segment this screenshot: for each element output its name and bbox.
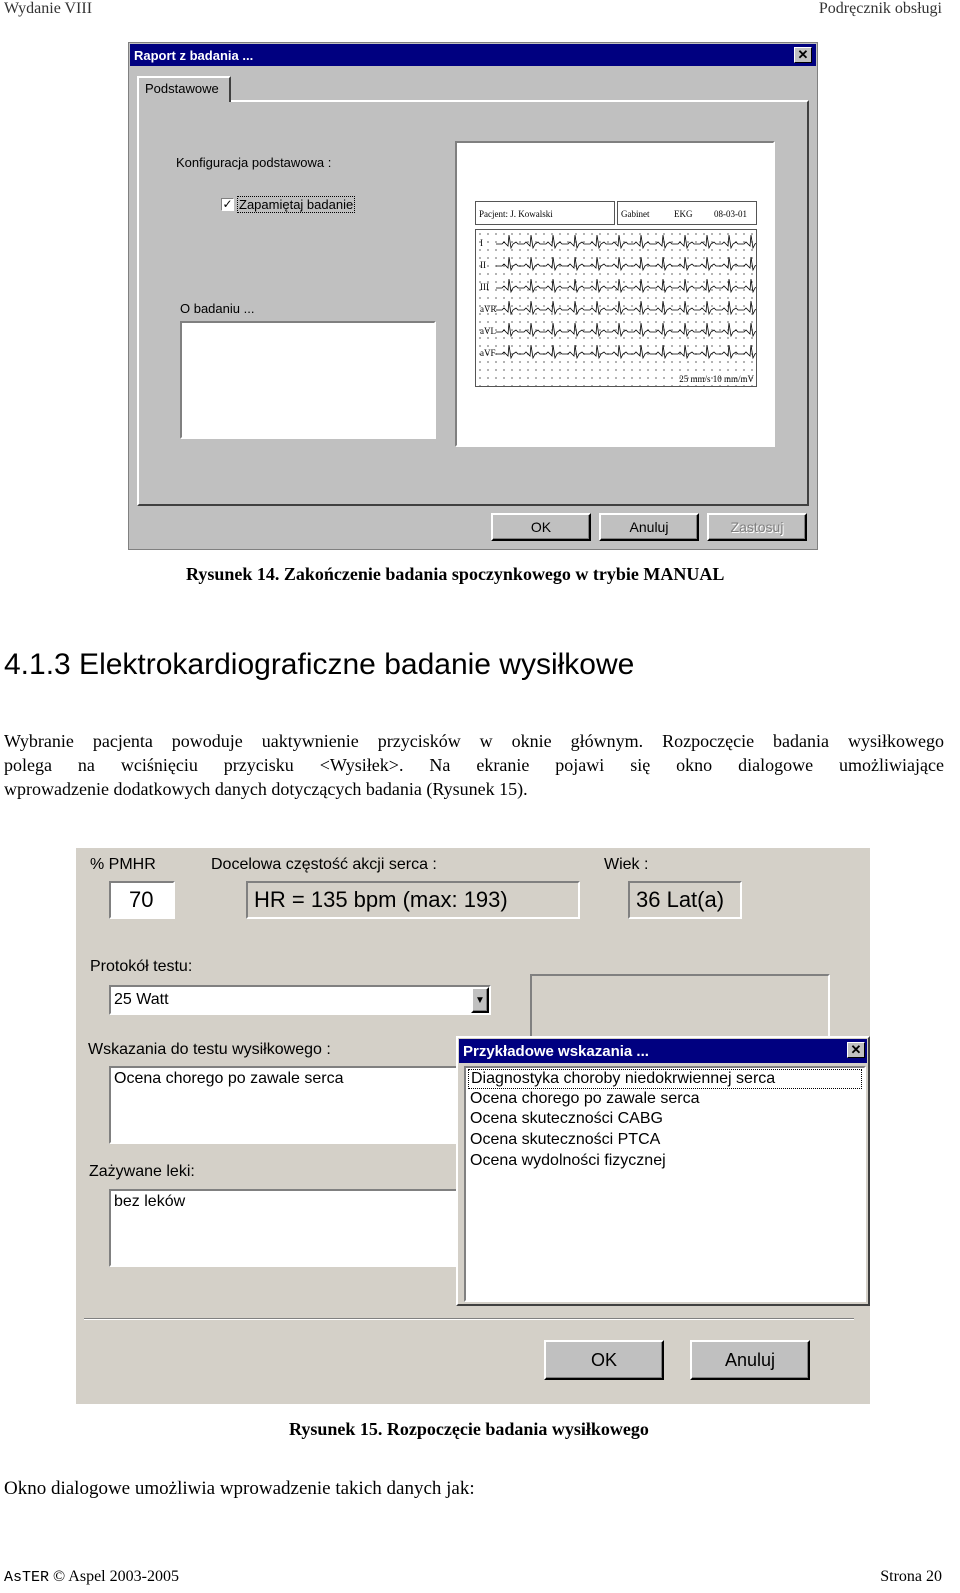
apply-button[interactable]: Zastosuj xyxy=(707,513,807,541)
ecg-scale: 25 mm/s 10 mm/mV xyxy=(679,374,754,384)
info-box xyxy=(530,974,830,1042)
figure14-caption: Rysunek 14. Zakończenie badania spoczynkowego w trybie MANUAL xyxy=(186,564,725,584)
popup-title: Przykładowe wskazania ... xyxy=(463,1042,649,1060)
config-label: Konfiguracja podstawowa : xyxy=(176,155,332,170)
target-hr-label: Docelowa częstość akcji serca : xyxy=(211,856,437,873)
preview-date: 08-03-01 xyxy=(714,209,747,219)
drugs-label: Zażywane leki: xyxy=(89,1163,195,1180)
popup-titlebar xyxy=(459,1039,867,1063)
section-title: 4.1.3 Elektrokardiograficzne badanie wysiłkowe xyxy=(4,648,635,681)
separator xyxy=(84,1318,854,1320)
paragraph-line: Wybranie pacjenta powoduje uaktywnienie przycisków w oknie głównym. Rozpoczęcie badania wysiłkowego xyxy=(4,731,944,751)
protocol-label: Protokół testu: xyxy=(90,958,193,975)
footer-copyright-text: © Aspel 2003-2005 xyxy=(53,1568,179,1585)
preview-info-box xyxy=(617,201,757,225)
tab-podstawowe[interactable] xyxy=(137,76,231,102)
paragraph-line: wprowadzenie dodatkowych danych dotyczących badania (Rysunek 15). xyxy=(4,779,528,799)
list-item[interactable]: Ocena chorego po zawale serca xyxy=(470,1090,700,1107)
pmhr-label: % PMHR xyxy=(90,856,156,873)
report-preview xyxy=(455,141,775,447)
close-icon[interactable]: ✕ xyxy=(847,1042,865,1058)
list-item[interactable]: Ocena skuteczności PTCA xyxy=(470,1131,661,1148)
ecg-trace xyxy=(496,323,756,336)
report-dialog-title: Raport z badania ... xyxy=(134,47,254,63)
indications-input[interactable]: Ocena chorego po zawale serca xyxy=(109,1066,469,1144)
ok-button[interactable]: OK xyxy=(544,1340,664,1380)
lead-label: aVR xyxy=(480,304,497,314)
drugs-input[interactable]: bez leków xyxy=(109,1189,469,1267)
ecg-trace xyxy=(496,257,756,270)
preview-room: Gabinet xyxy=(621,209,650,219)
protocol-select[interactable] xyxy=(109,985,491,1015)
remember-checkbox[interactable]: ✓ xyxy=(222,197,233,211)
list-item[interactable]: Ocena skuteczności CABG xyxy=(470,1110,663,1127)
preview-patient: Pacjent: J. Kowalski xyxy=(479,209,553,219)
about-label: O badaniu ... xyxy=(180,301,255,316)
ecg-trace xyxy=(496,235,756,248)
preview-patient-box xyxy=(475,201,615,225)
pmhr-input[interactable]: 70 xyxy=(109,881,175,919)
protocol-value: 25 Watt xyxy=(114,991,169,1008)
chevron-down-icon[interactable]: ▼ xyxy=(471,987,489,1013)
ok-button[interactable]: OK xyxy=(491,513,591,541)
closing-text: Okno dialogowe umożliwia wprowadzenie takich danych jak: xyxy=(4,1478,475,1499)
figure15-caption: Rysunek 15. Rozpoczęcie badania wysiłkowego xyxy=(289,1419,649,1439)
indications-popup xyxy=(456,1036,870,1306)
lead-label: II xyxy=(480,260,486,270)
lead-label: III xyxy=(480,282,489,292)
list-item[interactable]: Ocena wydolności fizycznej xyxy=(470,1152,666,1169)
header-edition: Wydanie VIII xyxy=(4,0,93,17)
footer-page-number: Strona 20 xyxy=(880,1568,942,1585)
cancel-button[interactable]: Anuluj xyxy=(690,1340,810,1380)
footer-brand: AsTER xyxy=(4,1569,50,1586)
indications-label: Wskazania do testu wysiłkowego : xyxy=(88,1041,331,1058)
lead-label: I xyxy=(480,238,483,248)
ecg-trace xyxy=(496,345,756,358)
report-dialog xyxy=(128,42,818,550)
indications-listbox[interactable] xyxy=(464,1066,866,1302)
age-field: 36 Lat(a) xyxy=(628,881,742,919)
ecg-trace xyxy=(496,279,756,292)
header-manual-title: Podręcznik obsługi xyxy=(818,0,942,17)
report-dialog-titlebar xyxy=(130,44,816,66)
ecg-trace xyxy=(496,301,756,314)
target-hr-field: HR = 135 bpm (max: 193) xyxy=(246,881,580,919)
paragraph-line: polega na wciśnięciu przycisku <Wysiłek>. Na ekranie pojawi się okno dialogowe umożliwiające xyxy=(4,755,944,775)
cancel-button[interactable]: Anuluj xyxy=(599,513,699,541)
stress-test-dialog xyxy=(76,848,870,1404)
ecg-traces xyxy=(476,230,756,386)
lead-label: aVL xyxy=(480,326,496,336)
footer-copyright xyxy=(4,1568,179,1586)
tab-label: Podstawowe xyxy=(145,81,219,96)
remember-checkbox-label: Zapamiętaj badanie xyxy=(239,197,354,212)
about-textarea[interactable] xyxy=(180,321,436,439)
close-icon[interactable]: ✕ xyxy=(794,47,812,63)
lead-label: aVF xyxy=(480,348,496,358)
list-item[interactable]: Diagnostyka choroby niedokrwiennej serca xyxy=(468,1069,862,1089)
preview-type: EKG xyxy=(674,209,693,219)
ecg-grid xyxy=(475,229,757,387)
age-label: Wiek : xyxy=(604,856,649,873)
